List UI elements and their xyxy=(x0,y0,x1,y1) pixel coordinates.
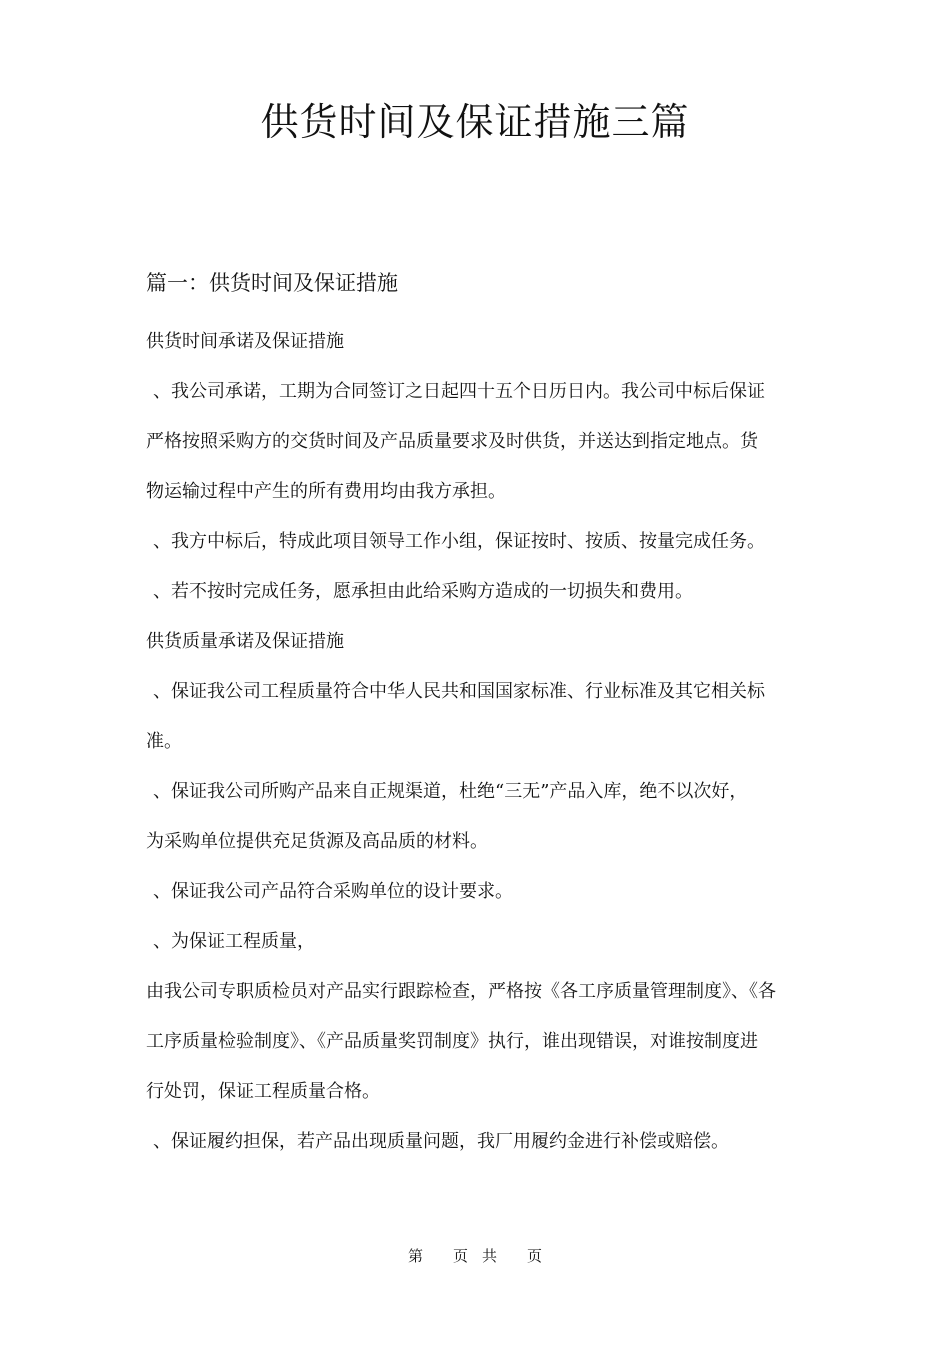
paragraph-line: 、保证履约担保，若产品出现质量问题，我厂用履约金进行补偿或赔偿。 xyxy=(153,1131,729,1152)
paragraph-line: 、为保证工程质量， xyxy=(153,931,315,952)
footer-total-label: 共 xyxy=(482,1247,498,1265)
paragraph-line: 工序质量检验制度》、《产品质量奖罚制度》执行，谁出现错误，对谁按制度进 xyxy=(146,1031,758,1052)
paragraph-line: 行处罚，保证工程质量合格。 xyxy=(146,1081,380,1102)
paragraph-line: 、若不按时完成任务，愿承担由此给采购方造成的一切损失和费用。 xyxy=(153,581,693,602)
footer-page-label: 页 xyxy=(527,1247,543,1265)
body-text xyxy=(146,323,811,1173)
paragraph-line: 由我公司专职质检员对产品实行跟踪检查，严格按《各工序质量管理制度》、《各 xyxy=(146,981,776,1002)
paragraph-line: 、保证我公司所购产品来自正规渠道，杜绝“三无”产品入库，绝不以次好， xyxy=(153,781,748,802)
paragraph-line: 、我方中标后，特成此项目领导工作小组，保证按时、按质、按量完成任务。 xyxy=(153,531,765,552)
paragraph-line: 为采购单位提供充足货源及高品质的材料。 xyxy=(146,831,488,852)
section-heading: 篇一：供货时间及保证措施 xyxy=(146,271,398,295)
paragraph-line: 供货时间承诺及保证措施 xyxy=(146,331,344,352)
footer-page-label: 第 xyxy=(407,1247,423,1265)
paragraph-line: 、保证我公司产品符合采购单位的设计要求。 xyxy=(153,881,513,902)
paragraph-line: 物运输过程中产生的所有费用均由我方承担。 xyxy=(146,481,506,502)
paragraph-line: 严格按照采购方的交货时间及产品质量要求及时供货，并送达到指定地点。货 xyxy=(146,431,758,452)
document-title: 供货时间及保证措施三篇 xyxy=(260,100,690,144)
paragraph-line: 供货质量承诺及保证措施 xyxy=(146,631,344,652)
footer-page-label: 页 xyxy=(452,1247,468,1265)
page-footer xyxy=(0,1244,950,1268)
paragraph-line: 、保证我公司工程质量符合中华人民共和国国家标准、行业标准及其它相关标 xyxy=(153,681,765,702)
paragraph-line: 、我公司承诺，工期为合同签订之日起四十五个日历日内。我公司中标后保证 xyxy=(153,381,765,402)
paragraph-line: 准。 xyxy=(146,731,182,752)
